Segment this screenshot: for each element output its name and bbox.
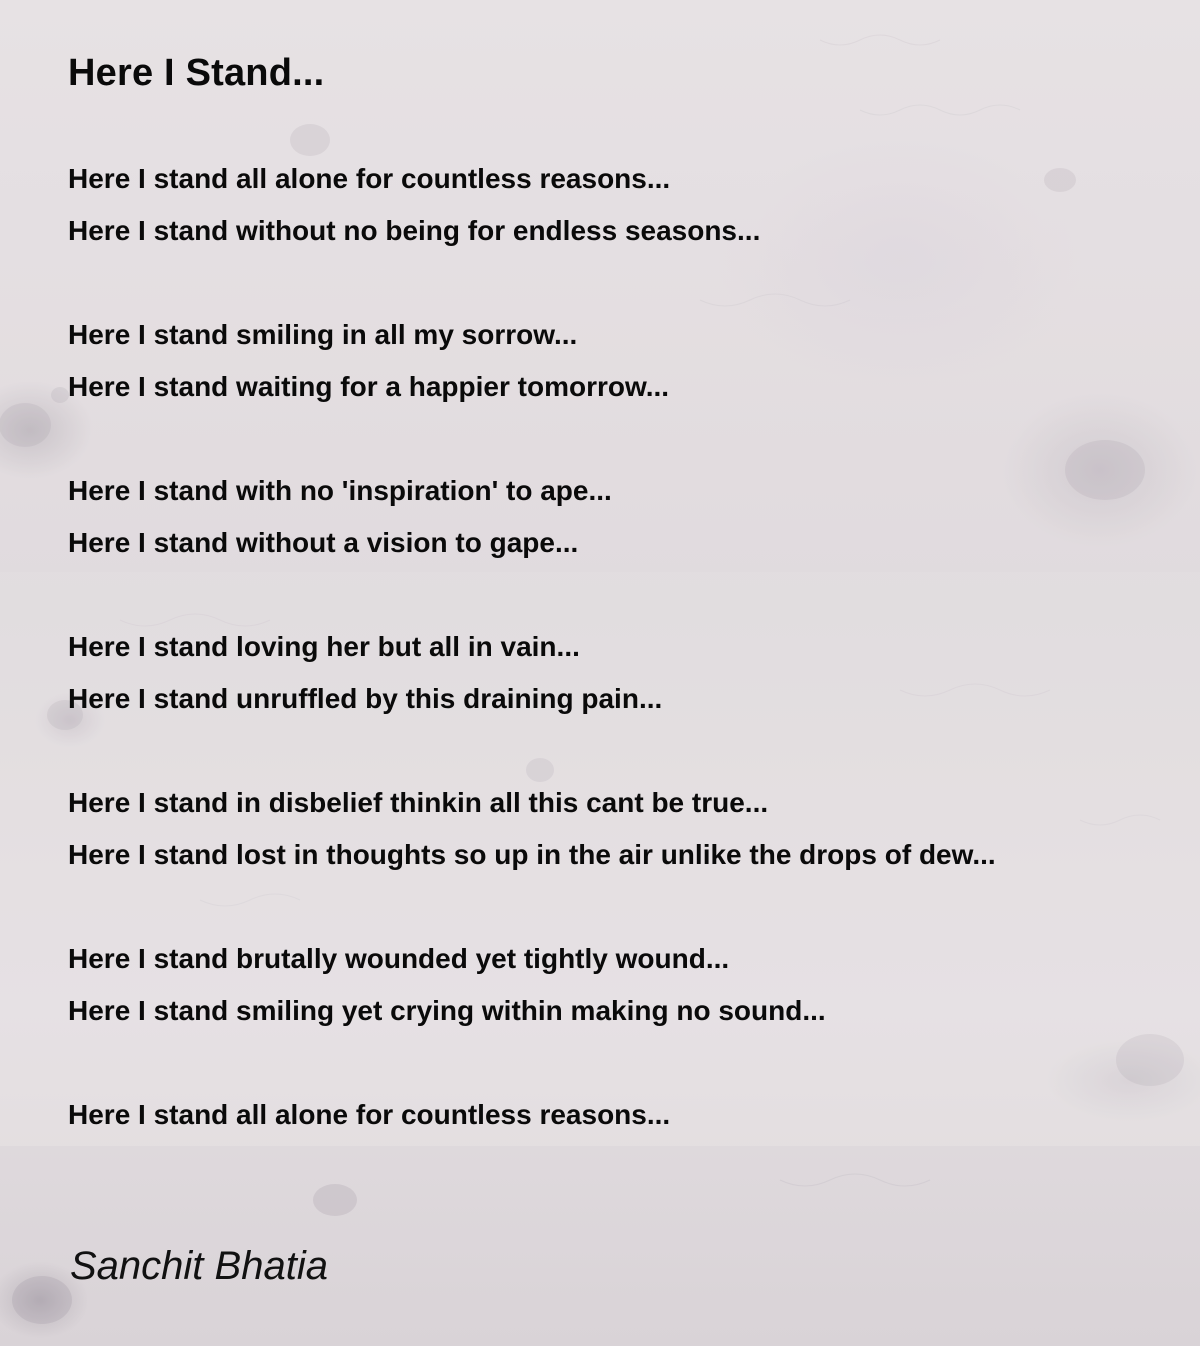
poem-line: Here I stand with no 'inspiration' to ape...	[68, 475, 612, 506]
stanza	[68, 153, 1178, 257]
poem-line: Here I stand without a vision to gape...	[68, 527, 579, 558]
poem-line: Here I stand in disbelief thinkin all this cant be true...	[68, 787, 769, 818]
poem-line: Here I stand all alone for countless reasons...	[68, 1099, 671, 1130]
poem-title: Here I Stand...	[68, 52, 325, 94]
stanza	[68, 933, 1178, 1037]
poem-line: Here I stand lost in thoughts so up in the air unlike the drops of dew...	[68, 839, 996, 870]
poem-line: Here I stand unruffled by this draining pain...	[68, 683, 663, 714]
poem-line: Here I stand without no being for endless seasons...	[68, 215, 761, 246]
poem-line: Here I stand smiling yet crying within making no sound...	[68, 995, 826, 1026]
stanza	[68, 1089, 1178, 1141]
poem-line: Here I stand all alone for countless reasons...	[68, 163, 671, 194]
stanza	[68, 465, 1178, 569]
author-name: Sanchit Bhatia	[70, 1244, 328, 1288]
poem-body	[68, 153, 1178, 1193]
poem-line: Here I stand loving her but all in vain...	[68, 631, 580, 662]
stanza	[68, 621, 1178, 725]
poem-line: Here I stand brutally wounded yet tightly wound...	[68, 943, 730, 974]
poem-line: Here I stand waiting for a happier tomorrow...	[68, 371, 670, 402]
stanza	[68, 777, 1178, 881]
poem-line: Here I stand smiling in all my sorrow...	[68, 319, 578, 350]
stanza	[68, 309, 1178, 413]
